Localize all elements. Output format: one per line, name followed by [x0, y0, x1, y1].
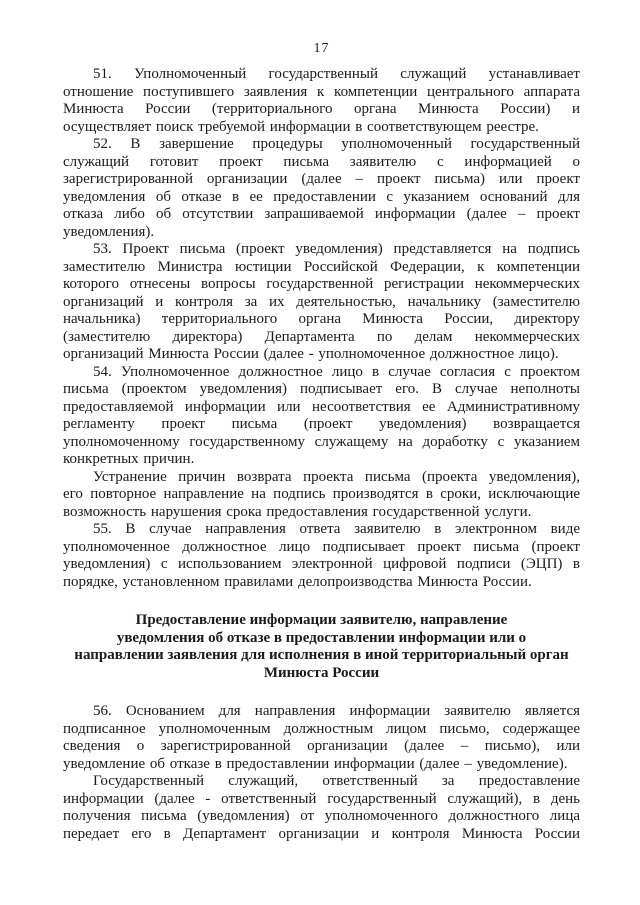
paragraph-54-continuation: [63, 469, 580, 522]
text-line: направлении заявления для исполнения в иной территориальный орган: [74, 647, 569, 663]
paragraph-53: [63, 241, 580, 364]
text-line: 52. В завершение процедуры уполномоченный государственный: [93, 136, 580, 152]
paragraph-52: [63, 136, 580, 241]
text-line: заместителю Министра юстиции Российской Федерации, к компетенции: [63, 258, 580, 275]
text-line: служащий готовит проект письма заявителю с информацией о: [63, 153, 580, 170]
text-line: возможность нарушения срока предоставления государственной услуги.: [63, 503, 532, 520]
text-line: отношение поступившего заявления к компетенции центрального аппарата: [63, 83, 580, 100]
text-line: уведомления).: [63, 223, 155, 240]
text-line: уполномоченному государственному служащему на доработку с указанием: [63, 433, 580, 450]
text-line: организаций и контроля за их деятельностью, начальнику (заместителю: [63, 293, 580, 310]
text-line: конкретных причин.: [63, 451, 195, 467]
text-line: уведомление об отказе в предоставлении информации (далее – уведомление).: [63, 755, 568, 772]
text-line: регламенту проект письма (проект уведомления) возвращается: [63, 416, 580, 432]
paragraph-56: [63, 703, 580, 773]
text-line: Минюста России (территориального органа Минюста России) и: [63, 101, 580, 117]
text-line: уведомления об отказе в предоставлении информации или о: [116, 629, 527, 646]
text-line: Предоставление информации заявителю, направление: [135, 612, 508, 628]
text-line: информации (далее - ответственный государственный служащий), в день: [63, 790, 580, 807]
paragraph-54: [63, 364, 580, 469]
section-heading: [63, 612, 580, 682]
page-number: 17: [313, 41, 330, 56]
paragraph-55: [63, 521, 580, 591]
text-line: уполномоченное должностное лицо подписывает проект письма (проект: [63, 538, 580, 555]
text-line: 53. Проект письма (проект уведомления) представляется на подпись: [93, 241, 580, 257]
text-line: Государственный служащий, ответственный за предоставление: [93, 773, 580, 789]
text-line: письма (проектом уведомления) подписывает его. В случае неполноты: [63, 381, 580, 397]
text-line: организаций Минюста России (далее - уполномоченное должностное лицо).: [63, 346, 559, 362]
text-line: начальника) территориального органа Минюста России, директору: [63, 311, 580, 327]
text-line: предоставляемой информации или несоответствия ее Административному: [63, 398, 580, 415]
paragraph-51: [63, 66, 580, 136]
text-line: получения письма (уведомления) от уполномоченного должностного лица: [63, 808, 580, 824]
text-line: которого отнесены вопросы государственной регистрации некоммерческих: [63, 276, 580, 292]
text-line: Минюста России: [263, 664, 380, 681]
text-line: уведомления) с использованием электронной цифровой подписи (ЭЦП) в: [63, 556, 580, 572]
text-line: передает его в Департамент организации и контроля Минюста России: [63, 825, 580, 842]
text-line: порядке, установленном правилами делопроизводства Минюста России.: [63, 573, 532, 590]
text-line: отказа либо об отсутствии запрашиваемой информации (далее – проект: [63, 206, 580, 222]
text-line: сведения о зарегистрированной организации (далее – письмо), или: [63, 738, 580, 754]
paragraph-56-continuation: [63, 773, 580, 843]
text-line: 54. Уполномоченное должностное лицо в случае согласия с проектом: [93, 363, 580, 380]
text-line: осуществляет поиск требуемой информации в соответствующем реестре.: [63, 118, 539, 135]
text-line: зарегистрированной организации (далее – проект письма) или проект: [63, 171, 580, 187]
text-line: 56. Основанием для направления информации заявителю является: [93, 703, 580, 719]
text-line: уведомления об отказе в ее предоставлении с указанием оснований для: [63, 188, 580, 205]
text-line: (заместителю директора) Департамента по делам некоммерческих: [63, 328, 580, 345]
text-line: 51. Уполномоченный государственный служащий устанавливает: [93, 66, 580, 82]
text-line: подписанное уполномоченным должностным лицом письмо, содержащее: [63, 720, 580, 737]
document-text-block: [63, 66, 580, 843]
text-line: его повторное направление на подпись производятся в сроки, исключающие: [63, 486, 580, 502]
text-line: 55. В случае направления ответа заявителю в электронном виде: [93, 521, 580, 537]
text-line: Устранение причин возврата проекта письма (проекта уведомления),: [93, 468, 580, 485]
